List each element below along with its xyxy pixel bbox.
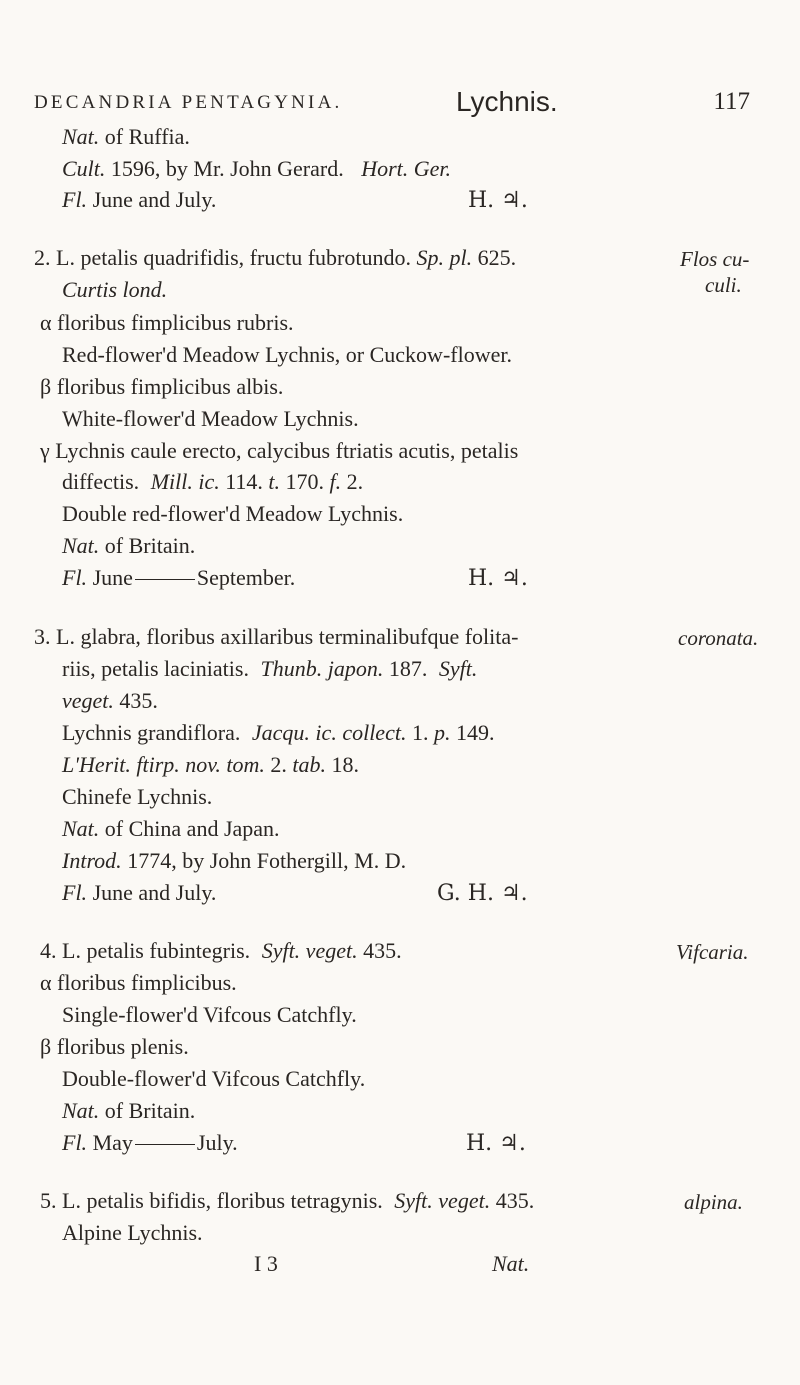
entry5-common: Alpine Lychnis. (62, 1220, 203, 1245)
entry2-trivial-name-2: culi. (705, 273, 742, 297)
entry4-variety-beta: β floribus plenis. (40, 1034, 189, 1059)
entry2-variety-gamma: γ Lychnis caule erecto, calycibus ftriatis acutis, petalis (40, 438, 519, 463)
entry4-variety-alpha: α floribus fimplicibus. (40, 970, 237, 995)
entry3-status: G. H. ♃. (437, 881, 528, 906)
entry1-native: Nat. of Ruffia. (62, 124, 190, 149)
entry4-beta-common: Double-flower'd Vifcous Catchfly. (62, 1066, 366, 1091)
signature-mark: I 3 (254, 1251, 278, 1276)
entry2-status: H. ♃. (468, 566, 528, 591)
entry3-native: Nat. of China and Japan. (62, 816, 280, 841)
entry4-native: Nat. of Britain. (62, 1098, 196, 1123)
entry3-description: 3. L. glabra, floribus axillaribus terminalibufque folita- (34, 624, 519, 649)
entry3-description-continued: riis, petalis laciniatis. Thunb. japon. 187. Syft. (62, 656, 478, 681)
entry2-variety-alpha: α floribus fimplicibus rubris. (40, 310, 294, 335)
entry2-gamma-common: Double red-flower'd Meadow Lychnis. (62, 501, 404, 526)
entry2-ref-curtis: Curtis lond. (62, 277, 168, 302)
entry4-alpha-common: Single-flower'd Vifcous Catchfly. (62, 1002, 357, 1027)
entry4-status: H. ♃. (466, 1131, 526, 1156)
entry2-flowering: Fl. June September. (62, 565, 296, 590)
entry2-description: 2. L. petalis quadrifidis, fructu fubrotundo. Sp. pl. 625. (34, 245, 517, 270)
entry4-description: 4. L. petalis fubintegris. Syft. veget. 435. (40, 938, 402, 963)
entry3-trivial-name: coronata. (678, 626, 759, 650)
entry3-common: Chinefe Lychnis. (62, 784, 213, 809)
entry5-description: 5. L. petalis bifidis, floribus tetragynis. Syft. veget. 435. (40, 1188, 535, 1213)
entry1-flowering: Fl. June and July. (62, 187, 217, 212)
header-genus-title: Lychnis. (456, 86, 558, 117)
entry3-flowering: Fl. June and July. (62, 880, 217, 905)
entry2-gamma-continued: diffectis. Mill. ic. 114. t. 170. f. 2. (62, 469, 364, 494)
entry2-native: Nat. of Britain. (62, 533, 196, 558)
entry4-trivial-name: Vifcaria. (676, 940, 749, 964)
entry3-ref-lheritier: L'Herit. ftirp. nov. tom. 2. tab. 18. (62, 752, 360, 777)
entry2-beta-common: White-flower'd Meadow Lychnis. (62, 406, 359, 431)
entry5-trivial-name: alpina. (684, 1190, 743, 1214)
entry2-variety-beta: β floribus fimplicibus albis. (40, 374, 284, 399)
entry2-trivial-name-1: Flos cu- (680, 247, 750, 271)
entry3-ref-veget: veget. 435. (62, 688, 158, 713)
entry4-flowering: Fl. May July. (62, 1130, 238, 1155)
page-number: 117 (713, 88, 750, 115)
entry3-synonym: Lychnis grandiflora. Jacqu. ic. collect. 1. p. 149. (62, 720, 495, 745)
entry2-alpha-common: Red-flower'd Meadow Lychnis, or Cuckow-flower. (62, 342, 512, 367)
header-class-order: DECANDRIA PENTAGYNIA. (34, 92, 343, 113)
entry1-cultivated: Cult. 1596, by Mr. John Gerard. Hort. Ger. (62, 156, 452, 181)
running-header (34, 86, 750, 120)
entry1-status: H. ♃. (468, 188, 528, 213)
catchword: Nat. (492, 1251, 530, 1276)
entry3-introduced: Introd. 1774, by John Fothergill, M. D. (62, 848, 407, 873)
